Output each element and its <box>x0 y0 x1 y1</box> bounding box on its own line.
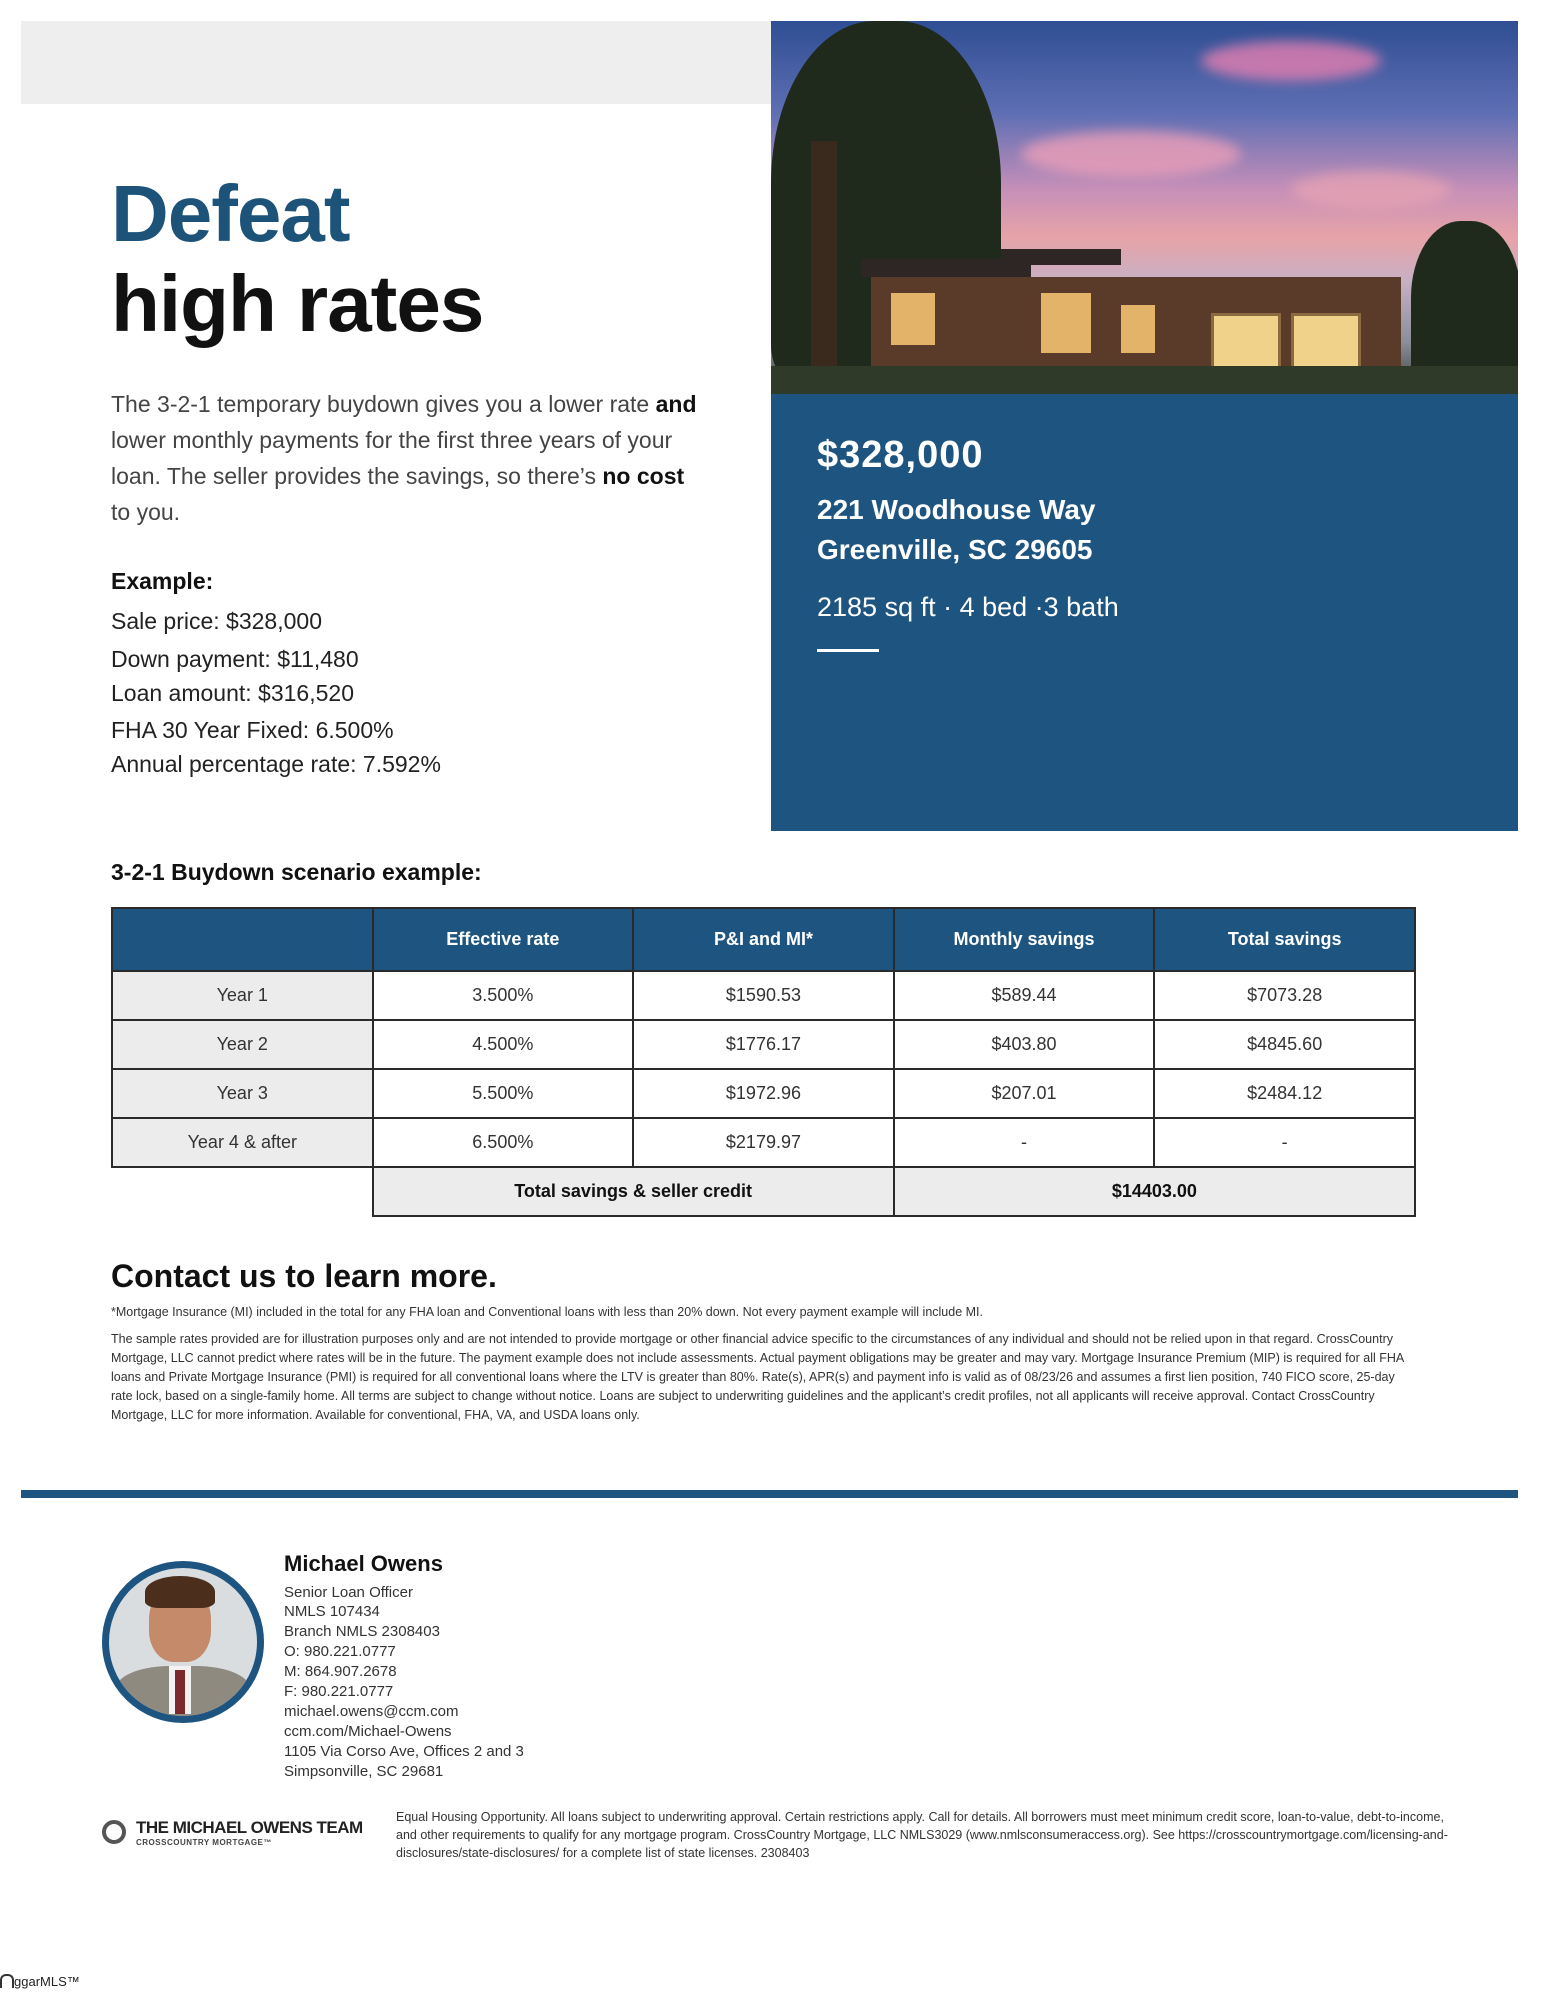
listing-specs: 2185 sq ft · 4 bed ·3 bath <box>817 592 1119 622</box>
table-cell: 6.500% <box>373 1118 634 1167</box>
example-down-payment: Down payment: $11,480 <box>111 646 359 672</box>
total-label: Total savings & seller credit <box>373 1167 894 1216</box>
team-logo-icon <box>102 1820 126 1844</box>
table-cell: $7073.28 <box>1154 971 1415 1020</box>
table-cell: 5.500% <box>373 1069 634 1118</box>
row-label: Year 2 <box>112 1020 373 1069</box>
headline-line2: high rates <box>111 259 484 348</box>
officer-email[interactable]: michael.owens@ccm.com <box>284 1703 459 1720</box>
table-cell: $1972.96 <box>633 1069 894 1118</box>
disclaimer: The sample rates provided are for illustration purposes only and are not intended to provide mortgage or other financial advice specific to the circumstances of any individual and should not be relied upon in that regard. CrossCountry Mortgage, LLC cannot predict where rates will be in the future. The payment example does not include assessments. Actual payment obligations may be greater and may vary. Mortgage Insurance Premium (MIP) is required for all FHA loans and Private Mortgage Insurance (PMI) is required for all conventional loans where the LTV is greater than 80%. Rate(s), APR(s) and payment info is valid as of 08/23/26 and assumes a first lien position, 740 FICO score, 25-day rate lock, based on a single-family home. All terms are subject to change without notice. Loans are subject to underwriting guidelines and the applicant’s credit profiles, not all applicants will receive approval. Contact CrossCountry Mortgage, LLC for more information. Available for conventional, FHA, VA, and USDA loans only. <box>111 1332 1404 1422</box>
team-company: CROSSCOUNTRY MORTGAGE™ <box>136 1838 272 1847</box>
mls-watermark: ggarMLS™ <box>0 1974 80 1989</box>
header-cell: Effective rate <box>373 908 634 971</box>
officer-mobile-phone: M: 864.907.2678 <box>284 1663 397 1680</box>
listing-panel <box>771 394 1518 831</box>
headline-line1: Defeat <box>111 169 350 258</box>
header-cell: Total savings <box>1154 908 1415 971</box>
table-header-row <box>112 908 1415 971</box>
officer-office-phone: O: 980.221.0777 <box>284 1643 396 1660</box>
buydown-table <box>111 907 1416 1217</box>
header-cell <box>112 908 373 971</box>
avatar <box>102 1561 264 1723</box>
officer-title: Senior Loan Officer <box>284 1584 413 1601</box>
team-name: THE MICHAEL OWENS TEAM <box>136 1818 363 1837</box>
example-apr: Annual percentage rate: 7.592% <box>111 751 441 777</box>
officer-branch-nmls: Branch NMLS 2308403 <box>284 1623 440 1640</box>
mi-footnote: *Mortgage Insurance (MI) included in the total for any FHA loan and Conventional loans with less than 20% down. Not every payment example will include MI. <box>111 1305 983 1319</box>
total-value: $14403.00 <box>894 1167 1415 1216</box>
officer-nmls: NMLS 107434 <box>284 1603 380 1620</box>
house-icon <box>0 1974 14 1988</box>
row-label: Year 3 <box>112 1069 373 1118</box>
table-total-row <box>112 1167 1415 1216</box>
officer-website[interactable]: ccm.com/Michael-Owens <box>284 1723 452 1740</box>
row-label: Year 4 & after <box>112 1118 373 1167</box>
table-row <box>112 1020 1415 1069</box>
table-cell: $1776.17 <box>633 1020 894 1069</box>
example-heading: Example: <box>111 568 214 594</box>
table-cell: $207.01 <box>894 1069 1155 1118</box>
table-row <box>112 1069 1415 1118</box>
officer-address-line2: Simpsonville, SC 29681 <box>284 1763 444 1780</box>
listing-address-line1: 221 Woodhouse Way <box>817 494 1096 525</box>
example-fha-rate: FHA 30 Year Fixed: 6.500% <box>111 717 394 743</box>
row-label: Year 1 <box>112 971 373 1020</box>
table-cell: - <box>1154 1118 1415 1167</box>
officer-address-line1: 1105 Via Corso Ave, Offices 2 and 3 <box>284 1743 524 1760</box>
legal-text: Equal Housing Opportunity. All loans subject to underwriting approval. Certain restrictions apply. Call for details. All borrowers must meet minimum credit score, loan-to-value, debt-to-income, and other requirements to qualify for any mortgage program. CrossCountry Mortgage, LLC NMLS3029 (www.nmlsconsumeraccess.org). See https://crosscountrymortgage.com/licensing-and-disclosures/state-disclosures/ for a complete list of state licenses. 2308403 <box>396 1810 1448 1860</box>
top-gray-band <box>21 21 771 104</box>
table-cell: $2484.12 <box>1154 1069 1415 1118</box>
table-cell: - <box>894 1118 1155 1167</box>
listing-address-line2: Greenville, SC 29605 <box>817 534 1093 565</box>
officer-name: Michael Owens <box>284 1551 443 1576</box>
table-cell: $2179.97 <box>633 1118 894 1167</box>
table-row <box>112 971 1415 1020</box>
intro-paragraph: The 3-2-1 temporary buydown gives you a lower rate and lower monthly payments for the first three years of your loan. The seller provides the savings, so there’s no cost to you. <box>111 391 697 525</box>
scenario-title: 3-2-1 Buydown scenario example: <box>111 859 482 885</box>
table-row <box>112 1118 1415 1167</box>
example-loan-amount: Loan amount: $316,520 <box>111 680 354 706</box>
officer-fax: F: 980.221.0777 <box>284 1683 394 1700</box>
example-sale-price: Sale price: $328,000 <box>111 608 322 634</box>
table-cell: $1590.53 <box>633 971 894 1020</box>
table-cell: 4.500% <box>373 1020 634 1069</box>
table-cell: $589.44 <box>894 971 1155 1020</box>
table-cell: $4845.60 <box>1154 1020 1415 1069</box>
header-cell: P&I and MI* <box>633 908 894 971</box>
listing-price: $328,000 <box>817 434 984 476</box>
panel-divider <box>817 649 879 652</box>
contact-heading: Contact us to learn more. <box>111 1258 497 1294</box>
house-photo <box>771 21 1518 394</box>
section-divider <box>21 1490 1518 1498</box>
table-cell: 3.500% <box>373 971 634 1020</box>
table-cell: $403.80 <box>894 1020 1155 1069</box>
header-cell: Monthly savings <box>894 908 1155 971</box>
